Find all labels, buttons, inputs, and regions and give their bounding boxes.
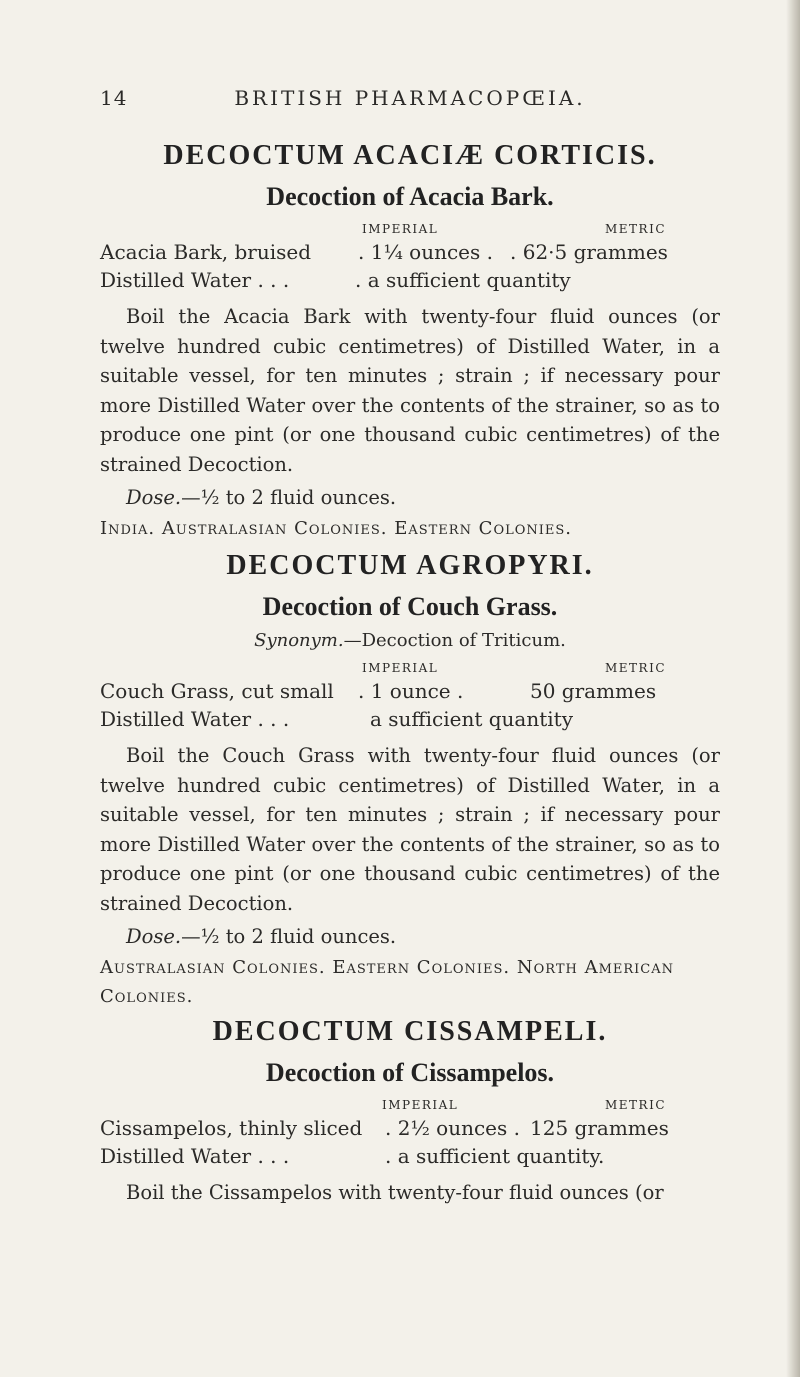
regions: Australasian Colonies. Eastern Colonies. North American Colonies. bbox=[100, 957, 675, 1007]
ingredient-name: Acacia Bark, bruised bbox=[100, 240, 312, 264]
ingredient-row bbox=[100, 268, 720, 296]
page-edge-shadow bbox=[786, 0, 800, 1377]
latin-title: DECOCTUM CISSAMPELI. bbox=[212, 1016, 608, 1047]
entry-decoction-cissampelos bbox=[100, 1016, 720, 1208]
latin-title: DECOCTUM ACACIÆ CORTICIS. bbox=[163, 140, 657, 171]
ingredient-quantity: . a sufficient quantity bbox=[355, 268, 571, 292]
ingredient-row bbox=[100, 240, 720, 268]
ingredient-name: Couch Grass, cut small bbox=[100, 679, 334, 703]
dose-label: Dose. bbox=[126, 486, 182, 509]
dose-value: —½ to 2 fluid ounces. bbox=[181, 925, 397, 948]
directions: Boil the Cissampelos with twenty-four fluid ounces (or bbox=[126, 1181, 664, 1204]
dose-line bbox=[100, 922, 720, 951]
ingredient-row bbox=[100, 679, 720, 707]
directions: Boil the Acacia Bark with twenty-four fluid ounces (or twelve hundred cubic centimetres) of Distilled Water, in a suitable vessel, for ten minutes ; strain ; if necessary pour more Distilled Water over the contents of the strainer, so as to produce one pint (or one thousand cubic centimetres) of the strained Decoction. bbox=[100, 305, 720, 476]
ingredient-metric: 50 grammes bbox=[530, 679, 657, 703]
ingredient-name: Cissampelos, thinly sliced bbox=[100, 1116, 363, 1140]
ingredient-quantity: a sufficient quantity bbox=[370, 707, 573, 731]
imperial-header: IMPERIAL bbox=[382, 1098, 459, 1112]
synonym-line bbox=[100, 630, 720, 651]
dose-label: Dose. bbox=[126, 925, 182, 948]
english-title: Decoction of Acacia Bark. bbox=[266, 182, 554, 211]
ingredient-imperial: . 1 ounce . bbox=[358, 679, 464, 703]
running-head bbox=[100, 86, 720, 114]
synonym-value: —Decoction of Triticum. bbox=[343, 630, 566, 651]
ingredient-metric: 125 grammes bbox=[530, 1116, 669, 1140]
running-title: BRITISH PHARMACOPŒIA. bbox=[234, 86, 586, 110]
ingredient-quantity: . a sufficient quantity. bbox=[385, 1144, 605, 1168]
imperial-header: IMPERIAL bbox=[362, 222, 439, 236]
english-title: Decoction of Cissampelos. bbox=[265, 1058, 555, 1087]
column-headers bbox=[100, 222, 720, 240]
directions: Boil the Couch Grass with twenty-four fluid ounces (or twelve hundred cubic centimetres) of Distilled Water, in a suitable vessel, for ten minutes ; strain ; if necessary pour more Distilled Water over the contents of the strainer, so as to produce one pint (or one thousand cubic centimetres) of the strained Decoction. bbox=[100, 744, 720, 915]
english-title: Decoction of Couch Grass. bbox=[262, 592, 558, 621]
ingredient-row bbox=[100, 707, 720, 735]
dose-line bbox=[100, 483, 720, 512]
ingredient-name: Distilled Water . . . bbox=[100, 1144, 290, 1168]
synonym-label: Synonym. bbox=[254, 630, 344, 651]
ingredient-row bbox=[100, 1144, 720, 1172]
imperial-header: IMPERIAL bbox=[362, 661, 439, 675]
page-number: 14 bbox=[100, 86, 128, 110]
regions: India. Australasian Colonies. Eastern Colonies. bbox=[100, 518, 573, 539]
metric-header: METRIC bbox=[605, 661, 667, 675]
ingredient-name: Distilled Water . . . bbox=[100, 707, 290, 731]
column-headers bbox=[100, 1098, 720, 1116]
dose-value: —½ to 2 fluid ounces. bbox=[181, 486, 397, 509]
column-headers bbox=[100, 661, 720, 679]
ingredient-row bbox=[100, 1116, 720, 1144]
entry-decoction-couch-grass bbox=[100, 550, 720, 1011]
metric-header: METRIC bbox=[605, 1098, 667, 1112]
ingredient-name: Distilled Water . . . bbox=[100, 268, 290, 292]
ingredient-metric: . 62·5 grammes bbox=[510, 240, 668, 264]
metric-header: METRIC bbox=[605, 222, 667, 236]
entry-decoction-acacia bbox=[100, 140, 720, 543]
latin-title: DECOCTUM AGROPYRI. bbox=[226, 550, 594, 581]
ingredient-imperial: . 1¼ ounces . bbox=[358, 240, 493, 264]
ingredient-imperial: . 2½ ounces . bbox=[385, 1116, 520, 1140]
